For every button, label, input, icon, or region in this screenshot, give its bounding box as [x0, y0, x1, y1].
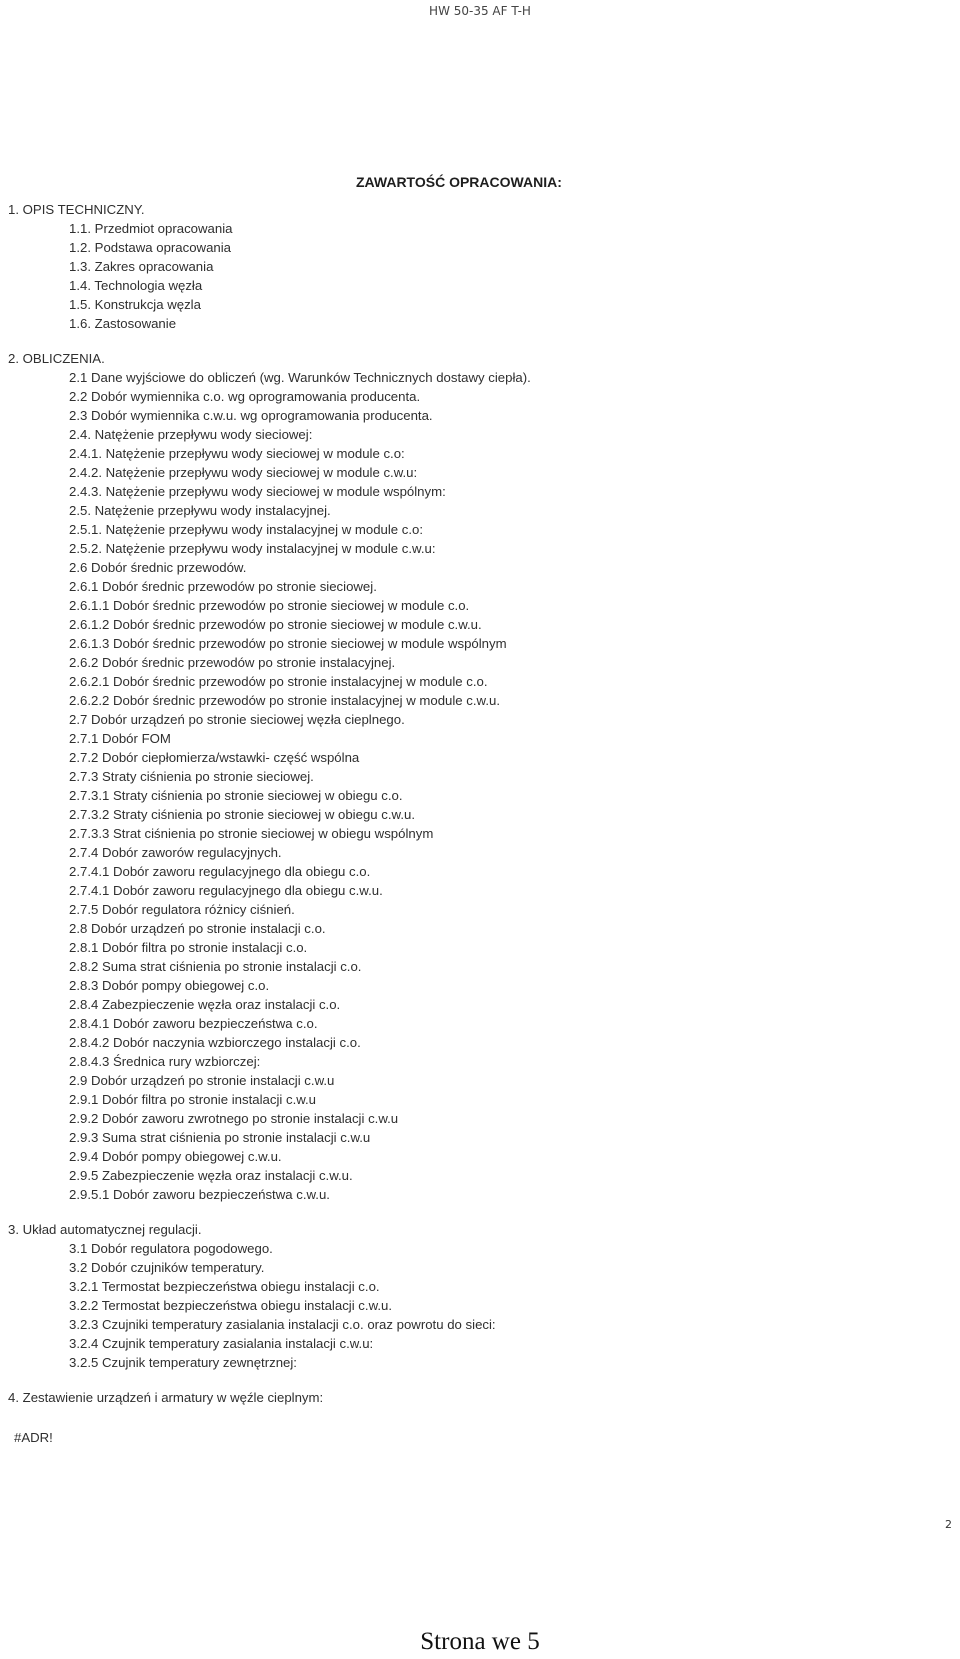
toc-entry: 2.7.1 Dobór FOM: [69, 731, 171, 746]
toc-entry: 2.4. Natężenie przepływu wody sieciowej:: [69, 427, 313, 442]
toc-entry: 2.7.3.2 Straty ciśnienia po stronie sieciowej w obiegu c.w.u.: [69, 807, 415, 822]
toc-entry: 2.8.4 Zabezpieczenie węzła oraz instalacji c.o.: [69, 997, 341, 1012]
toc-entry: 1.6. Zastosowanie: [69, 316, 177, 331]
toc-entry: 2.3 Dobór wymiennika c.w.u. wg oprogramowania producenta.: [69, 408, 433, 423]
toc-entry: 2.5.2. Natężenie przepływu wody instalacyjnej w module c.w.u:: [69, 541, 436, 556]
toc-entry: 2.9.4 Dobór pompy obiegowej c.w.u.: [69, 1149, 282, 1164]
toc-entry: 2.7.2 Dobór ciepłomierza/wstawki- część wspólna: [69, 750, 360, 765]
toc-entry: 2.9.5.1 Dobór zaworu bezpieczeństwa c.w.u.: [69, 1187, 330, 1202]
document-header-code: HW 50-35 AF T-H: [429, 4, 531, 18]
toc-entry: 2.4.1. Natężenie przepływu wody sieciowej w module c.o:: [69, 446, 405, 461]
toc-section-heading: 4. Zestawienie urządzeń i armatury w węźle cieplnym:: [8, 1390, 324, 1405]
toc-entry: 2.1 Dane wyjściowe do obliczeń (wg. Warunków Technicznych dostawy ciepła).: [69, 370, 531, 385]
toc-entry: 2.6.1.1 Dobór średnic przewodów po stronie sieciowej w module c.o.: [69, 598, 470, 613]
toc-entry: 2.9.1 Dobór filtra po stronie instalacji c.w.u: [69, 1092, 317, 1107]
toc-entry: 1.4. Technologia węzła: [69, 278, 203, 293]
toc-entry: 2.6.2 Dobór średnic przewodów po stronie instalacyjnej.: [69, 655, 396, 670]
toc-entry: 1.3. Zakres opracowania: [69, 259, 214, 274]
address-placeholder: #ADR!: [14, 1430, 53, 1445]
toc-entry: 2.8.2 Suma strat ciśnienia po stronie instalacji c.o.: [69, 959, 362, 974]
toc-entry: 2.8.3 Dobór pompy obiegowej c.o.: [69, 978, 270, 993]
toc-entry: 2.8.4.1 Dobór zaworu bezpieczeństwa c.o.: [69, 1016, 318, 1031]
toc-entry: 2.5.1. Natężenie przepływu wody instalacyjnej w module c.o:: [69, 522, 424, 537]
toc-entry: 2.7.4.1 Dobór zaworu regulacyjnego dla obiegu c.o.: [69, 864, 371, 879]
toc-entry: 2.7.4 Dobór zaworów regulacyjnych.: [69, 845, 282, 860]
toc-entry: 2.7.3.3 Strat ciśnienia po stronie sieciowej w obiegu wspólnym: [69, 826, 434, 841]
toc-entry: 3.2.5 Czujnik temperatury zewnętrznej:: [69, 1355, 297, 1370]
toc-entry: 2.7 Dobór urządzeń po stronie sieciowej węzła cieplnego.: [69, 712, 405, 727]
toc-entry: 2.9.5 Zabezpieczenie węzła oraz instalacji c.w.u.: [69, 1168, 353, 1183]
toc-entry: 3.2.4 Czujnik temperatury zasialania instalacji c.w.u:: [69, 1336, 374, 1351]
toc-entry: 2.6.1 Dobór średnic przewodów po stronie sieciowej.: [69, 579, 377, 594]
toc-entry: 2.7.3 Straty ciśnienia po stronie sieciowej.: [69, 769, 314, 784]
toc-entry: 1.5. Konstrukcja węzla: [69, 297, 201, 312]
toc-entry: 2.6.1.3 Dobór średnic przewodów po stronie sieciowej w module wspólnym: [69, 636, 507, 651]
toc-entry: 3.1 Dobór regulatora pogodowego.: [69, 1241, 273, 1256]
toc-entry: 2.7.4.1 Dobór zaworu regulacyjnego dla obiegu c.w.u.: [69, 883, 383, 898]
toc-entry: 2.8.1 Dobór filtra po stronie instalacji c.o.: [69, 940, 308, 955]
toc-entry: 2.6.2.1 Dobór średnic przewodów po stronie instalacyjnej w module c.o.: [69, 674, 488, 689]
toc-entry: 2.8.4.2 Dobór naczynia wzbiorczego instalacji c.o.: [69, 1035, 361, 1050]
toc-entry: 2.6 Dobór średnic przewodów.: [69, 560, 247, 575]
toc-entry: 3.2 Dobór czujników temperatury.: [69, 1260, 265, 1275]
toc-entry: 2.2 Dobór wymiennika c.o. wg oprogramowania producenta.: [69, 389, 421, 404]
toc-entry: 3.2.2 Termostat bezpieczeństwa obiegu instalacji c.w.u.: [69, 1298, 393, 1313]
toc-entry: 2.5. Natężenie przepływu wody instalacyjnej.: [69, 503, 331, 518]
toc-section-heading: 1. OPIS TECHNICZNY.: [8, 202, 145, 217]
toc-entry: 2.9.2 Dobór zaworu zwrotnego po stronie instalacji c.w.u: [69, 1111, 399, 1126]
toc-entry: 2.6.1.2 Dobór średnic przewodów po stronie sieciowej w module c.w.u.: [69, 617, 482, 632]
toc-section-heading: 2. OBLICZENIA.: [8, 351, 105, 366]
page-footer: Strona we 5: [420, 1628, 540, 1655]
toc-entry: 3.2.3 Czujniki temperatury zasialania instalacji c.o. oraz powrotu do sieci:: [69, 1317, 496, 1332]
toc-entry: 2.8 Dobór urządzeń po stronie instalacji c.o.: [69, 921, 326, 936]
toc-entry: 2.7.5 Dobór regulatora różnicy ciśnień.: [69, 902, 295, 917]
toc-entry: 2.8.4.3 Średnica rury wzbiorczej:: [69, 1054, 261, 1069]
page-number: 2: [945, 1518, 952, 1531]
toc-entry: 2.9.3 Suma strat ciśnienia po stronie instalacji c.w.u: [69, 1130, 371, 1145]
page-title: ZAWARTOŚĆ OPRACOWANIA:: [356, 174, 562, 190]
toc-entry: 2.4.2. Natężenie przepływu wody sieciowej w module c.w.u:: [69, 465, 418, 480]
toc-entry: 1.1. Przedmiot opracowania: [69, 221, 233, 236]
toc-entry: 2.7.3.1 Straty ciśnienia po stronie sieciowej w obiegu c.o.: [69, 788, 403, 803]
toc-entry: 2.4.3. Natężenie przepływu wody sieciowej w module wspólnym:: [69, 484, 446, 499]
toc-entry: 2.6.2.2 Dobór średnic przewodów po stronie instalacyjnej w module c.w.u.: [69, 693, 501, 708]
toc-section-heading: 3. Układ automatycznej regulacji.: [8, 1222, 202, 1237]
toc-entry: 3.2.1 Termostat bezpieczeństwa obiegu instalacji c.o.: [69, 1279, 380, 1294]
toc-entry: 2.9 Dobór urządzeń po stronie instalacji c.w.u: [69, 1073, 335, 1088]
toc-entry: 1.2. Podstawa opracowania: [69, 240, 232, 255]
